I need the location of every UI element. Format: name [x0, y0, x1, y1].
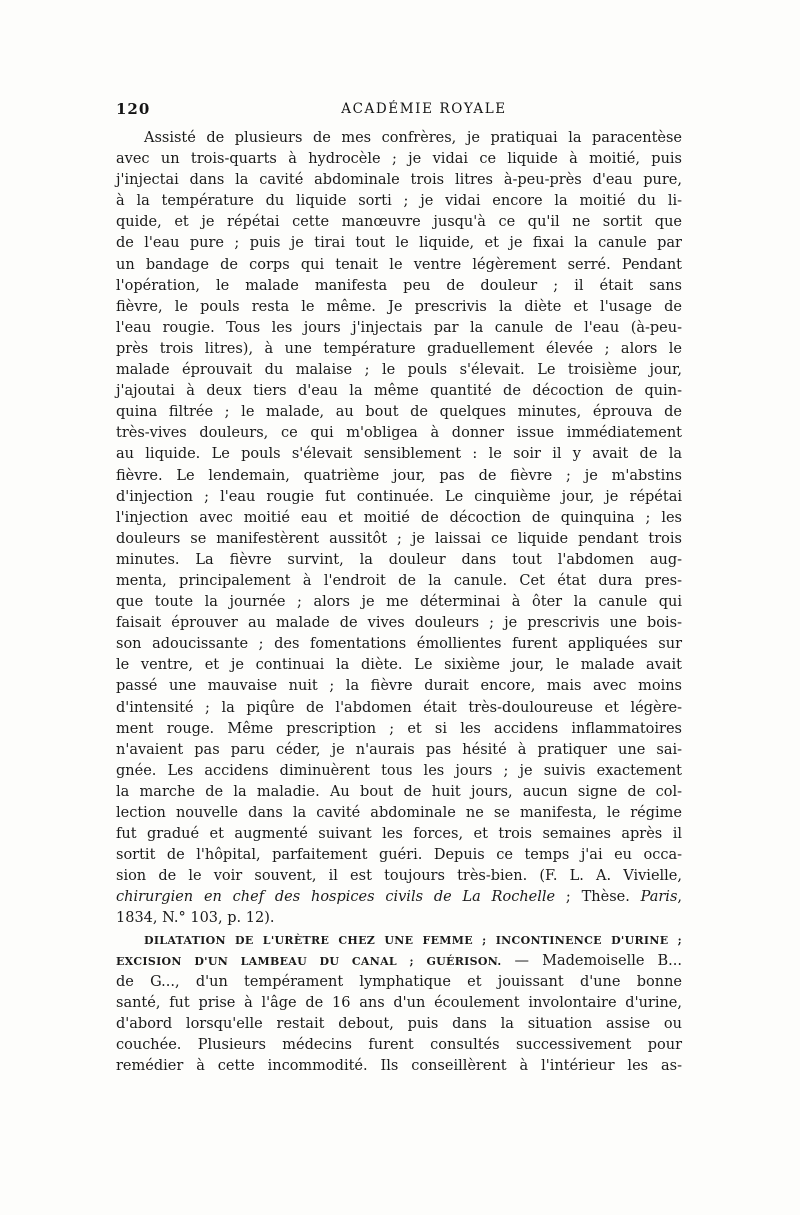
text-line: lection nouvelle dans la cavité abdominale ne se manifesta, le régime — [116, 805, 682, 821]
text-line: près trois litres), à une température graduellement élevée ; alors le — [116, 340, 682, 357]
text-line: d'abord lorsqu'elle restait debout, puis dans la situation assise ou — [116, 1015, 682, 1032]
text-line: gnée. Les accidens diminuèrent tous les jours ; je suivis exactement — [116, 762, 682, 779]
text-line: au liquide. Le pouls s'élevait sensiblement : le soir il y avait de la — [116, 446, 682, 463]
text-line: fièvre. Le lendemain, quatrième jour, pas de fièvre ; je m'abstins — [116, 467, 682, 484]
citation-comma: , — [677, 889, 682, 906]
text-line: l'opération, le malade manifesta peu de douleur ; il était sans — [116, 277, 682, 294]
text-line: Assisté de plusieurs de mes confrères, je pratiquai la paracentèse — [144, 130, 682, 146]
page-number: 120 — [116, 100, 151, 118]
text-line: fièvre, le pouls resta le même. Je prescrivis la diète et l'usage de — [116, 298, 682, 315]
citation-reference: 1834, N.° 103, p. 12). — [116, 910, 275, 927]
text-line: l'eau rougie. Tous les jours j'injectais par la canule de l'eau (à-peu- — [116, 319, 682, 336]
section-heading: DILATATION DE L'URÈTRE CHEZ UNE FEMME ; INCONTINENCE D'URINE ; — [144, 933, 682, 947]
text-line: quide, et je répétai cette manœuvre jusqu'à ce qu'il ne sortit que — [116, 214, 682, 231]
text-line: couchée. Plusieurs médecins furent consultés successivement pour — [116, 1037, 682, 1054]
text-line: menta, principalement à l'endroit de la canule. Cet état dura pres- — [116, 572, 682, 589]
text-line: minutes. La fièvre survint, la douleur dans tout l'abdomen aug- — [116, 551, 682, 568]
citation-author-title: chirurgien en chef des hospices civils de La Rochelle — [116, 889, 556, 906]
running-title: ACADÉMIE ROYALE — [341, 101, 507, 117]
citation-thesis: ; Thèse. — [555, 889, 641, 906]
text-line: passé une mauvaise nuit ; la fièvre durait encore, mais avec moins — [116, 678, 682, 695]
section-heading-continued — [116, 951, 682, 972]
citation-city: Paris — [640, 889, 678, 906]
text-line: n'avaient pas paru céder, je n'aurais pas hésité à pratiquer une sai- — [116, 741, 682, 758]
text-line: un bandage de corps qui tenait le ventre légèrement serré. Pendant — [116, 256, 682, 273]
citation-line — [116, 887, 682, 908]
text-line: à la température du liquide sorti ; je vidai encore la moitié du li- — [116, 193, 682, 210]
body-text — [116, 128, 682, 1077]
text-line: son adoucissante ; des fomentations émollientes furent appliquées sur — [116, 636, 682, 653]
text-line: sion de le voir souvent, il est toujours très-bien. (F. L. A. Vivielle, — [116, 868, 682, 885]
text-line: santé, fut prise à l'âge de 16 ans d'un écoulement involontaire d'urine, — [116, 994, 682, 1011]
text-line: la marche de la maladie. Au bout de huit jours, aucun signe de col- — [116, 783, 682, 800]
text-line: de l'eau pure ; puis je tirai tout le liquide, et je fixai la canule par — [116, 235, 682, 252]
text-line: fut gradué et augmenté suivant les forces, et trois semaines après il — [116, 826, 682, 843]
text-line: très-vives douleurs, ce qui m'obligea à donner issue immédiatement — [116, 425, 682, 442]
text-line: douleurs se manifestèrent aussitôt ; je laissai ce liquide pendant trois — [116, 530, 682, 547]
running-head — [116, 100, 682, 124]
text-line: le ventre, et je continuai la diète. Le sixième jour, le malade avait — [116, 657, 682, 674]
text-line: de G..., d'un tempérament lymphatique et jouissant d'une bonne — [116, 973, 682, 990]
text-line: d'injection ; l'eau rougie fut continuée. Le cinquième jour, je répétai — [116, 488, 682, 505]
text-line: sortit de l'hôpital, parfaitement guéri. Depuis ce temps j'ai eu occa- — [116, 847, 682, 864]
text-line: que toute la journée ; alors je me déterminai à ôter la canule qui — [116, 594, 682, 611]
text-line: ment rouge. Même prescription ; et si les accidens inflammatoires — [116, 720, 682, 737]
section-opening-text: — Mademoiselle B... — [501, 952, 682, 969]
text-line: j'injectai dans la cavité abdominale trois litres à-peu-près d'eau pure, — [116, 172, 682, 189]
text-line: malade éprouvait du malaise ; le pouls s'élevait. Le troisième jour, — [116, 362, 682, 379]
section-heading-caps: EXCISION D'UN LAMBEAU DU CANAL ; GUÉRISON. — [116, 954, 502, 968]
text-line: j'ajoutai à deux tiers d'eau la même quantité de décoction de quin- — [116, 383, 682, 400]
text-line: quina filtrée ; le malade, au bout de quelques minutes, éprouva de — [116, 404, 682, 421]
text-line: remédier à cette incommodité. Ils conseillèrent à l'intérieur les as- — [116, 1058, 682, 1075]
text-line: d'intensité ; la piqûre de l'abdomen était très-douloureuse et légère- — [116, 699, 682, 716]
text-line: l'injection avec moitié eau et moitié de décoction de quinquina ; les — [116, 509, 682, 526]
text-line: faisait éprouver au malade de vives douleurs ; je prescrivis une bois- — [116, 615, 682, 632]
text-line: avec un trois-quarts à hydrocèle ; je vidai ce liquide à moitié, puis — [116, 151, 682, 168]
